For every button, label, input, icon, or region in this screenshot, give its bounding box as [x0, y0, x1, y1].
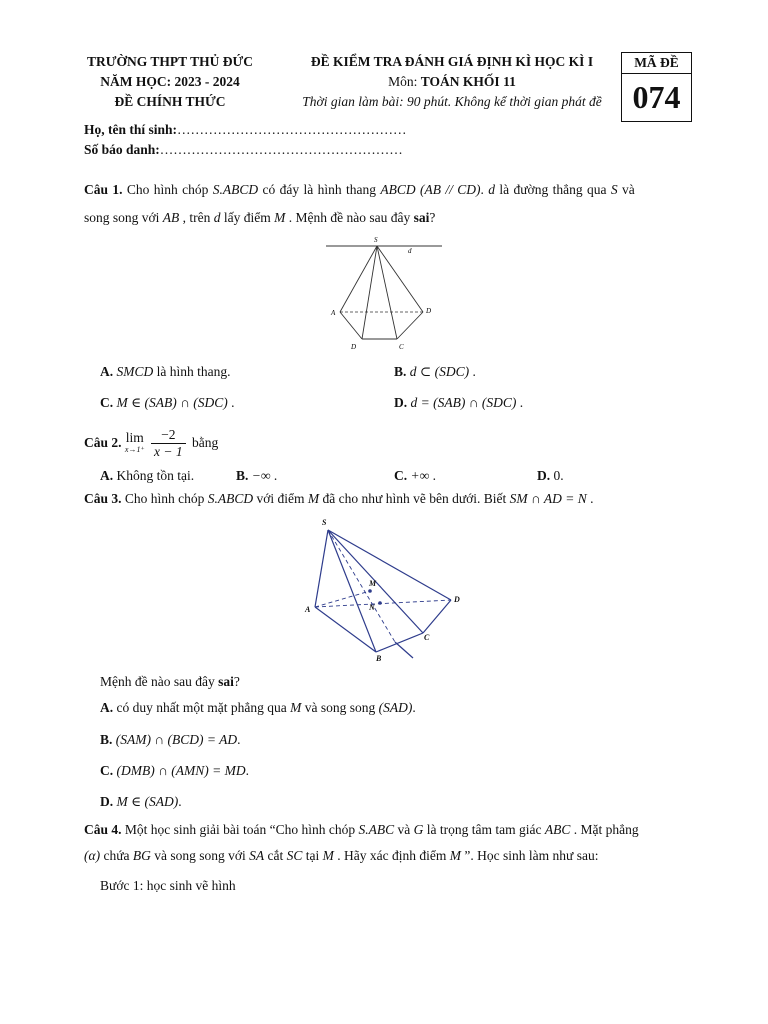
- q3-pyramid-figure: [300, 514, 470, 664]
- q2-label: Câu 2.: [84, 435, 122, 450]
- exam-code-label: MÃ ĐỀ: [622, 53, 691, 74]
- student-id-dots: ………………………………………………: [159, 142, 403, 157]
- q3-label-c: C: [424, 633, 430, 642]
- exam-time: Thời gian làm bài: 90 phút. Không kể thời gian phát đề: [302, 94, 602, 109]
- school-year: NĂM HỌC: 2023 - 2024: [100, 74, 240, 89]
- official-label: ĐỀ CHÍNH THỨC: [114, 94, 226, 109]
- q3-edge-sa: [315, 530, 328, 607]
- q3-label-b: B: [376, 654, 382, 663]
- q4-stem-line2: (α) chứa BG và song song với SA cắt SC tại M . Hãy xác định điểm M ”. Học sinh làm như sau:: [84, 848, 599, 863]
- q2-option-c[interactable]: C. +∞ .: [394, 468, 436, 483]
- q3-option-d[interactable]: D. M ∈ (SAD).: [100, 794, 182, 809]
- q3-point-m: [368, 589, 372, 593]
- q1-label-d-line: d: [408, 247, 412, 255]
- q1-label-dpt: D: [426, 307, 432, 315]
- q3-label-a: A: [305, 605, 311, 614]
- q1-option-c[interactable]: C. M ∈ (SAB) ∩ (SDC) .: [100, 395, 235, 410]
- q1-option-d[interactable]: D. d = (SAB) ∩ (SDC) .: [394, 395, 524, 410]
- q2-option-b[interactable]: B. −∞ .: [236, 468, 278, 483]
- q1-edge-cd: [397, 312, 423, 339]
- q2-option-a[interactable]: A. Không tồn tại.: [100, 468, 195, 483]
- q3-edge-bc: [376, 633, 423, 652]
- exam-subject: Môn: TOÁN KHỐI 11: [388, 74, 516, 89]
- q1-option-a[interactable]: A. SMCD là hình thang.: [100, 364, 231, 379]
- student-id-label: Số báo danh:: [84, 142, 160, 157]
- exam-header: [282, 52, 622, 112]
- school-name: TRƯỜNG THPT THỦ ĐỨC: [87, 54, 253, 69]
- q3-option-a[interactable]: A. có duy nhất một mặt phẳng qua M và song song (SAD).: [100, 700, 416, 715]
- q3-option-b[interactable]: B. (SAM) ∩ (BCD) = AD.: [100, 732, 241, 747]
- q3-label-n: N: [369, 603, 375, 612]
- q1-pyramid-figure: [322, 234, 446, 354]
- q1-stem-line1: Câu 1. Cho hình chóp S.ABCD có đáy là hình thang ABCD (AB // CD). d là đường thẳng qua S và: [84, 182, 635, 197]
- q3-label-d: D: [454, 595, 460, 604]
- q2-fraction: $\frac{-2}{x - 1}$: [151, 427, 186, 460]
- q3-label-m: M: [369, 579, 377, 588]
- q2-stem: Câu 2. lim x→1⁺ $\frac{-2}{x - 1}$ bằng: [84, 427, 219, 460]
- q3-point-n: [378, 601, 382, 605]
- q1-edge-ab: [340, 312, 362, 339]
- q3-line-smn-hidden: [328, 530, 395, 642]
- exam-title: ĐỀ KIỂM TRA ĐÁNH GIÁ ĐỊNH KÌ HỌC KÌ I: [310, 54, 594, 69]
- q3-stem: Câu 3. Cho hình chóp S.ABCD với điểm M đã cho như hình vẽ bên dưới. Biết SM ∩ AD = N .: [84, 491, 594, 506]
- q4-label: Câu 4.: [84, 822, 122, 837]
- q2-limit: lim x→1⁺: [124, 429, 145, 454]
- q3-label: Câu 3.: [84, 491, 122, 506]
- q1-stem-line2: song song với AB , trên d lấy điểm M . Mệnh đề nào sau đây sai?: [84, 210, 436, 225]
- q3-edge-sd: [328, 530, 451, 600]
- q4-step1: Bước 1: học sinh vẽ hình: [100, 878, 236, 893]
- student-name-dots: ……………………………………………: [177, 122, 407, 137]
- school-header: [70, 52, 270, 112]
- q3-label-s: S: [322, 518, 327, 527]
- q2-option-d[interactable]: D. 0.: [537, 468, 564, 483]
- q1-label-a: A: [331, 309, 336, 317]
- q4-stem-line1: Câu 4. Một học sinh giải bài toán “Cho hình chóp S.ABC và G là trọng tâm tam giác ABC . Mặt phẳng: [84, 822, 639, 837]
- student-name-label: Họ, tên thí sinh:: [84, 122, 178, 137]
- student-name-line[interactable]: [84, 120, 686, 140]
- q3-line-smn-ext: [395, 642, 413, 658]
- exam-code-box: [621, 52, 692, 122]
- q1-option-b[interactable]: B. d ⊂ (SDC) .: [394, 364, 476, 379]
- q3-option-c[interactable]: C. (DMB) ∩ (AMN) = MD.: [100, 763, 249, 778]
- exam-code-value: 074: [632, 79, 681, 115]
- q1-label-c: C: [399, 343, 404, 351]
- q3-prompt: Mệnh đề nào sau đây sai?: [100, 674, 240, 689]
- q1-label: Câu 1.: [84, 182, 123, 197]
- q1-label-b: D: [351, 343, 357, 351]
- student-id-line[interactable]: [84, 140, 686, 160]
- q3-edge-cd: [423, 600, 451, 633]
- q3-line-am-hidden: [315, 591, 370, 607]
- q1-label-s: S: [374, 236, 378, 244]
